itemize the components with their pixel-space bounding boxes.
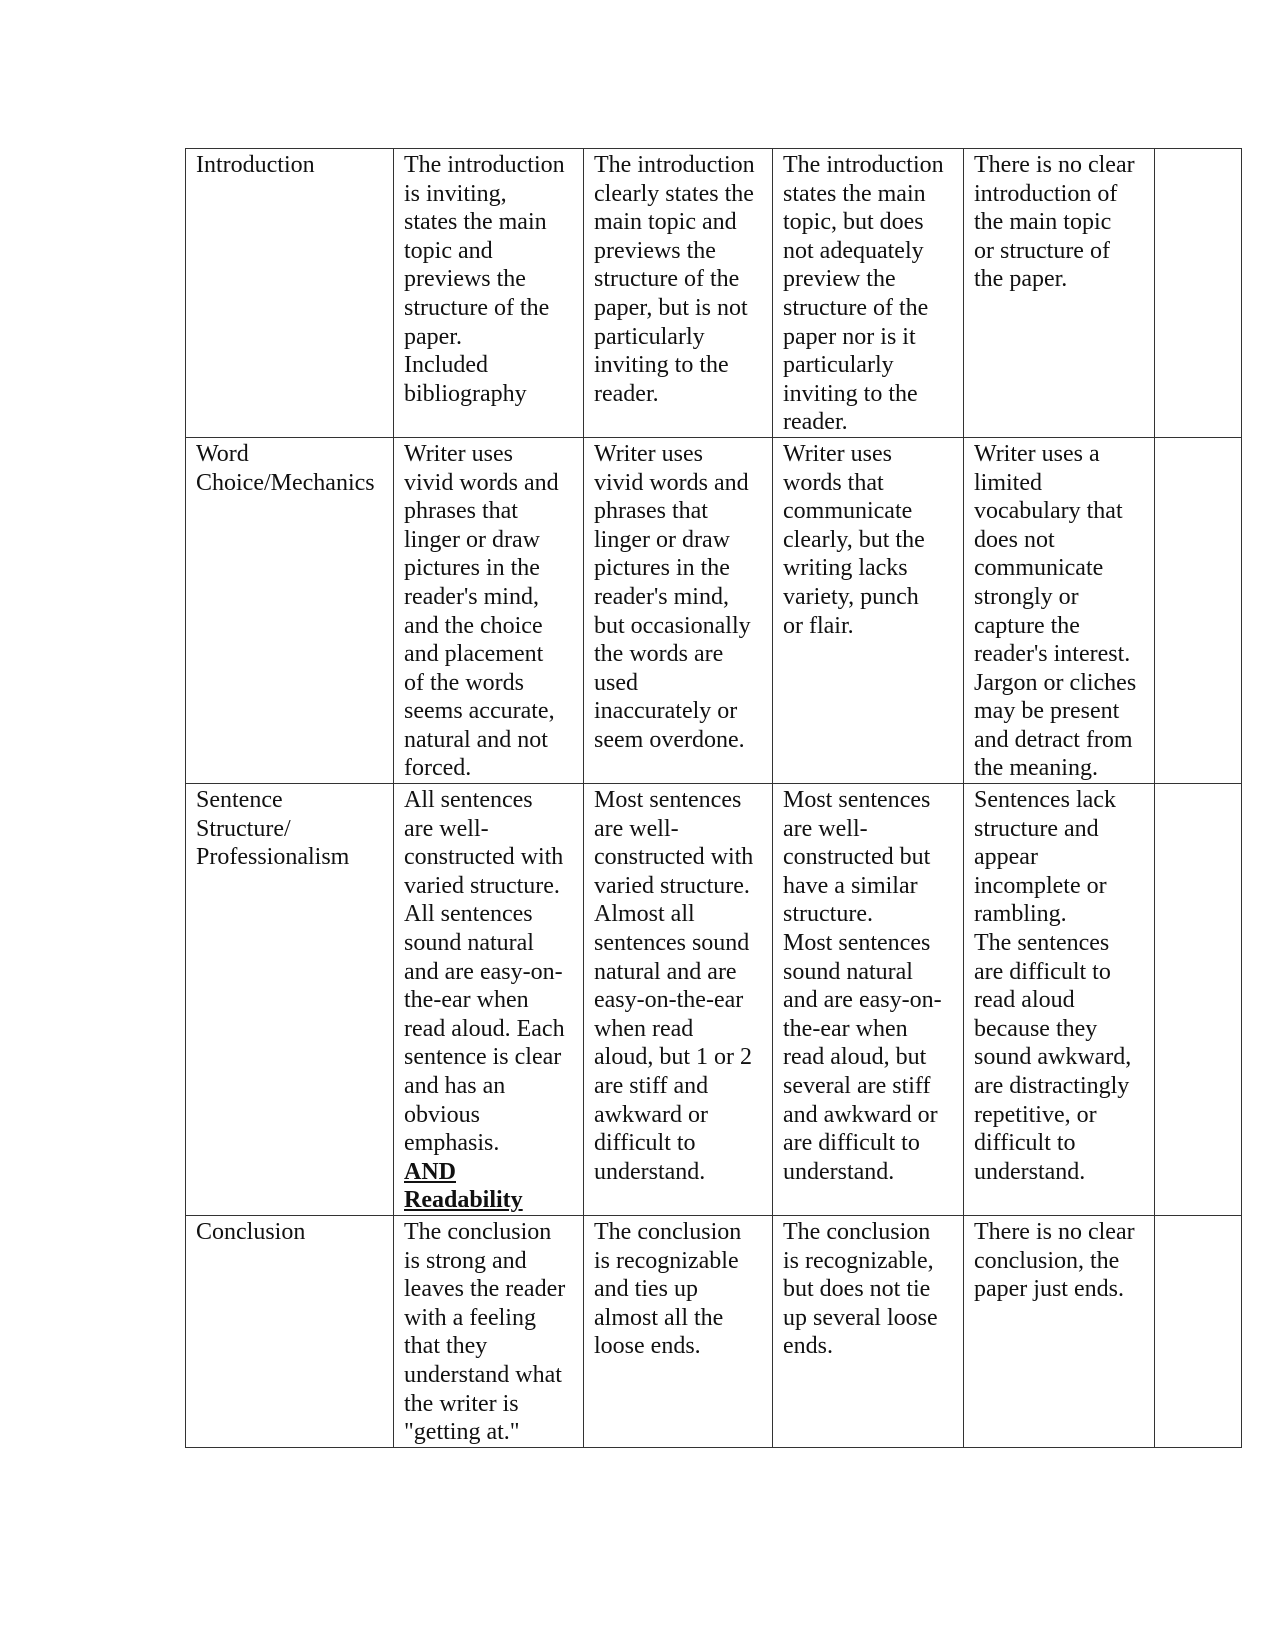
descriptor-line: repetitive, or xyxy=(974,1101,1097,1128)
descriptor-line: not adequately xyxy=(783,237,924,264)
descriptor-line: inaccurately or xyxy=(594,698,738,725)
descriptor-line: and placement xyxy=(404,641,544,668)
descriptor-line: are difficult to xyxy=(783,1130,920,1157)
descriptor-line: communicate xyxy=(974,555,1104,582)
descriptor-line: paper. xyxy=(404,323,462,350)
descriptor-line: the paper. xyxy=(974,266,1068,293)
descriptor-line: used xyxy=(594,669,638,696)
descriptor-cell-level-4 xyxy=(964,149,1155,438)
descriptor-line: and detract from xyxy=(974,726,1133,753)
criterion-label-line: Conclusion xyxy=(196,1218,306,1245)
descriptor-line: ends. xyxy=(783,1333,833,1360)
descriptor-line: reader's mind, xyxy=(404,583,539,610)
descriptor-line: may be present xyxy=(974,698,1120,725)
descriptor-line: strongly or xyxy=(974,583,1079,610)
descriptor-line: Sentences lack xyxy=(974,787,1116,814)
descriptor-line: AND xyxy=(404,1158,456,1185)
criterion-cell xyxy=(186,149,394,438)
rubric-row xyxy=(186,149,1242,438)
descriptor-line: read aloud xyxy=(974,987,1075,1014)
descriptor-line: vivid words and xyxy=(594,469,749,496)
descriptor-line: linger or draw xyxy=(404,526,540,553)
descriptor-line: have a similar xyxy=(783,872,918,899)
descriptor-line: previews the xyxy=(594,237,716,264)
descriptor-line: but occasionally xyxy=(594,612,751,639)
descriptor-line: paper just ends. xyxy=(974,1276,1124,1303)
descriptor-line: The introduction xyxy=(404,152,565,178)
descriptor-line: The introduction xyxy=(783,152,944,178)
descriptor-line: main topic and xyxy=(594,209,737,236)
score-cell xyxy=(1155,437,1242,783)
descriptor-line: All sentences xyxy=(404,787,533,814)
criterion-label-line: Word xyxy=(196,440,249,467)
descriptor-line: and has an xyxy=(404,1073,506,1099)
descriptor-line: Writer uses xyxy=(594,440,703,467)
rubric-table xyxy=(185,148,1242,1448)
descriptor-line: The conclusion xyxy=(783,1218,931,1245)
descriptor-line: The conclusion xyxy=(594,1218,742,1245)
rubric-row xyxy=(186,784,1242,1216)
descriptor-line: leaves the reader xyxy=(404,1276,566,1303)
descriptor-line: up several loose xyxy=(783,1304,938,1331)
descriptor-line: sound natural xyxy=(404,930,534,957)
descriptor-line: topic and xyxy=(404,237,493,264)
descriptor-line: and are easy-on- xyxy=(783,987,942,1014)
descriptor-line: sentence is clear xyxy=(404,1044,562,1071)
rubric-body xyxy=(186,149,1242,1448)
descriptor-line: rambling. xyxy=(974,901,1067,928)
descriptor-line: structure and xyxy=(974,815,1099,842)
descriptor-line: paper, but is not xyxy=(594,294,748,321)
descriptor-line: The introduction xyxy=(594,152,755,178)
descriptor-line: words that xyxy=(783,469,884,496)
descriptor-line: pictures in the xyxy=(404,555,540,582)
descriptor-line: conclusion, the xyxy=(974,1247,1120,1274)
descriptor-cell-level-1 xyxy=(394,437,584,783)
descriptor-cell-level-1 xyxy=(394,149,584,438)
descriptor-cell-level-2 xyxy=(584,437,773,783)
descriptor-line: is strong and xyxy=(404,1247,527,1274)
descriptor-line: Writer uses a xyxy=(974,440,1100,467)
descriptor-line: vivid words and xyxy=(404,469,559,496)
descriptor-line: because they xyxy=(974,1015,1098,1042)
descriptor-line: There is no clear xyxy=(974,152,1135,178)
descriptor-line: the-ear when xyxy=(783,1015,908,1042)
descriptor-line: vocabulary that xyxy=(974,498,1123,525)
descriptor-line: or flair. xyxy=(783,612,854,639)
descriptor-cell-level-3 xyxy=(773,437,964,783)
criterion-cell xyxy=(186,1215,394,1447)
descriptor-line: of the words xyxy=(404,669,524,696)
descriptor-line: are well- xyxy=(783,815,868,842)
descriptor-line: the main topic xyxy=(974,209,1112,236)
descriptor-line: particularly xyxy=(783,352,894,379)
score-cell xyxy=(1155,149,1242,438)
descriptor-line: structure of the xyxy=(404,294,550,321)
descriptor-line: but does not tie xyxy=(783,1276,931,1303)
descriptor-cell-level-2 xyxy=(584,149,773,438)
descriptor-line: aloud, but 1 or 2 xyxy=(594,1044,752,1071)
descriptor-line: and the choice xyxy=(404,612,543,639)
descriptor-cell-level-1 xyxy=(394,1215,584,1447)
rubric-row xyxy=(186,437,1242,783)
descriptor-line: constructed with xyxy=(594,844,754,871)
descriptor-line: The conclusion xyxy=(404,1218,552,1245)
descriptor-line: Almost all xyxy=(594,901,695,928)
rubric-row xyxy=(186,1215,1242,1447)
descriptor-line: understand. xyxy=(594,1158,706,1185)
descriptor-cell-level-3 xyxy=(773,784,964,1216)
descriptor-line: The sentences xyxy=(974,930,1110,957)
criterion-cell xyxy=(186,784,394,1216)
descriptor-line: Writer uses xyxy=(404,440,513,467)
descriptor-line: obvious xyxy=(404,1101,481,1128)
descriptor-line: easy-on-the-ear xyxy=(594,987,744,1014)
descriptor-line: sound awkward, xyxy=(974,1044,1132,1071)
descriptor-line: incomplete or xyxy=(974,872,1107,899)
descriptor-line: does not xyxy=(974,526,1055,553)
score-cell xyxy=(1155,1215,1242,1447)
descriptor-line: variety, punch xyxy=(783,583,919,610)
descriptor-line: the writer is xyxy=(404,1390,519,1417)
descriptor-line: with a feeling xyxy=(404,1304,536,1331)
descriptor-line: bibliography xyxy=(404,380,527,407)
descriptor-line: paper nor is it xyxy=(783,323,916,350)
descriptor-line: is recognizable xyxy=(594,1247,739,1274)
descriptor-line: inviting to the xyxy=(594,352,729,379)
descriptor-line: linger or draw xyxy=(594,526,730,553)
descriptor-line: or structure of xyxy=(974,237,1110,264)
descriptor-line: limited xyxy=(974,469,1042,496)
descriptor-line: are distractingly xyxy=(974,1073,1130,1099)
descriptor-line: is recognizable, xyxy=(783,1247,934,1274)
descriptor-line: understand. xyxy=(974,1158,1086,1185)
criterion-label-line: Professionalism xyxy=(196,844,350,871)
descriptor-line: introduction of xyxy=(974,180,1118,207)
descriptor-line: Included xyxy=(404,352,488,379)
descriptor-line: phrases that xyxy=(404,498,518,525)
descriptor-cell-level-2 xyxy=(584,1215,773,1447)
descriptor-line: natural and not xyxy=(404,726,548,753)
descriptor-cell-level-4 xyxy=(964,1215,1155,1447)
descriptor-cell-level-2 xyxy=(584,784,773,1216)
descriptor-line: and awkward or xyxy=(783,1101,938,1128)
descriptor-line: preview the xyxy=(783,266,896,293)
descriptor-line: read aloud, but xyxy=(783,1044,927,1071)
descriptor-line: are well- xyxy=(594,815,679,842)
descriptor-line: understand. xyxy=(783,1158,895,1185)
descriptor-line: forced. xyxy=(404,755,472,782)
descriptor-line: All sentences xyxy=(404,901,533,928)
descriptor-line: varied structure. xyxy=(594,872,750,899)
descriptor-line: natural and are xyxy=(594,958,737,985)
descriptor-line: loose ends. xyxy=(594,1333,701,1360)
descriptor-line: topic, but does xyxy=(783,209,924,236)
descriptor-line: Writer uses xyxy=(783,440,892,467)
descriptor-line: the words are xyxy=(594,641,724,668)
descriptor-line: Most sentences xyxy=(783,787,931,814)
descriptor-line: constructed with xyxy=(404,844,564,871)
descriptor-line: appear xyxy=(974,844,1038,871)
descriptor-line: reader. xyxy=(783,409,848,436)
criterion-cell xyxy=(186,437,394,783)
descriptor-line: previews the xyxy=(404,266,526,293)
descriptor-line: states the main xyxy=(404,209,547,236)
descriptor-line: states the main xyxy=(783,180,926,207)
descriptor-line: difficult to xyxy=(594,1130,696,1157)
descriptor-line: Most sentences xyxy=(783,930,931,957)
descriptor-line: several are stiff xyxy=(783,1073,931,1099)
descriptor-line: seem overdone. xyxy=(594,726,745,753)
descriptor-line: are stiff and xyxy=(594,1073,709,1099)
descriptor-line: emphasis. xyxy=(404,1130,500,1157)
descriptor-line: structure of the xyxy=(594,266,740,293)
descriptor-line: "getting at." xyxy=(404,1419,520,1446)
descriptor-line: read aloud. Each xyxy=(404,1015,565,1042)
descriptor-line: Jargon or cliches xyxy=(974,669,1137,696)
score-cell xyxy=(1155,784,1242,1216)
criterion-label-line: Sentence xyxy=(196,787,283,814)
descriptor-line: the-ear when xyxy=(404,987,529,1014)
descriptor-line: Readability xyxy=(404,1187,523,1214)
descriptor-line: capture the xyxy=(974,612,1080,639)
descriptor-line: phrases that xyxy=(594,498,708,525)
descriptor-cell-level-1 xyxy=(394,784,584,1216)
descriptor-line: difficult to xyxy=(974,1130,1076,1157)
descriptor-line: particularly xyxy=(594,323,705,350)
descriptor-line: There is no clear xyxy=(974,1218,1135,1245)
descriptor-cell-level-3 xyxy=(773,1215,964,1447)
descriptor-line: and ties up xyxy=(594,1276,698,1303)
descriptor-line: clearly states the xyxy=(594,180,754,207)
descriptor-line: constructed but xyxy=(783,844,931,871)
descriptor-line: seems accurate, xyxy=(404,698,555,725)
descriptor-line: is inviting, xyxy=(404,180,507,207)
descriptor-line: writing lacks xyxy=(783,555,908,582)
descriptor-line: varied structure. xyxy=(404,872,560,899)
descriptor-line: reader's interest. xyxy=(974,641,1131,668)
descriptor-cell-level-4 xyxy=(964,437,1155,783)
descriptor-line: awkward or xyxy=(594,1101,708,1128)
descriptor-line: communicate xyxy=(783,498,913,525)
criterion-label-line: Introduction xyxy=(196,152,315,178)
descriptor-line: sound natural xyxy=(783,958,913,985)
descriptor-line: are well- xyxy=(404,815,489,842)
descriptor-line: when read xyxy=(594,1015,694,1042)
descriptor-cell-level-4 xyxy=(964,784,1155,1216)
descriptor-line: sentences sound xyxy=(594,930,750,957)
descriptor-line: pictures in the xyxy=(594,555,730,582)
descriptor-line: the meaning. xyxy=(974,755,1098,782)
descriptor-line: are difficult to xyxy=(974,958,1111,985)
criterion-label-line: Choice/Mechanics xyxy=(196,469,375,496)
descriptor-line: Most sentences xyxy=(594,787,742,814)
descriptor-line: structure. xyxy=(783,901,873,928)
descriptor-line: that they xyxy=(404,1333,488,1360)
descriptor-line: inviting to the xyxy=(783,380,918,407)
descriptor-cell-level-3 xyxy=(773,149,964,438)
descriptor-line: reader's mind, xyxy=(594,583,729,610)
descriptor-line: structure of the xyxy=(783,294,929,321)
descriptor-line: and are easy-on- xyxy=(404,958,563,985)
descriptor-line: understand what xyxy=(404,1361,562,1388)
criterion-label-line: Structure/ xyxy=(196,815,291,842)
descriptor-line: clearly, but the xyxy=(783,526,925,553)
descriptor-line: almost all the xyxy=(594,1304,724,1331)
descriptor-line: reader. xyxy=(594,380,659,407)
